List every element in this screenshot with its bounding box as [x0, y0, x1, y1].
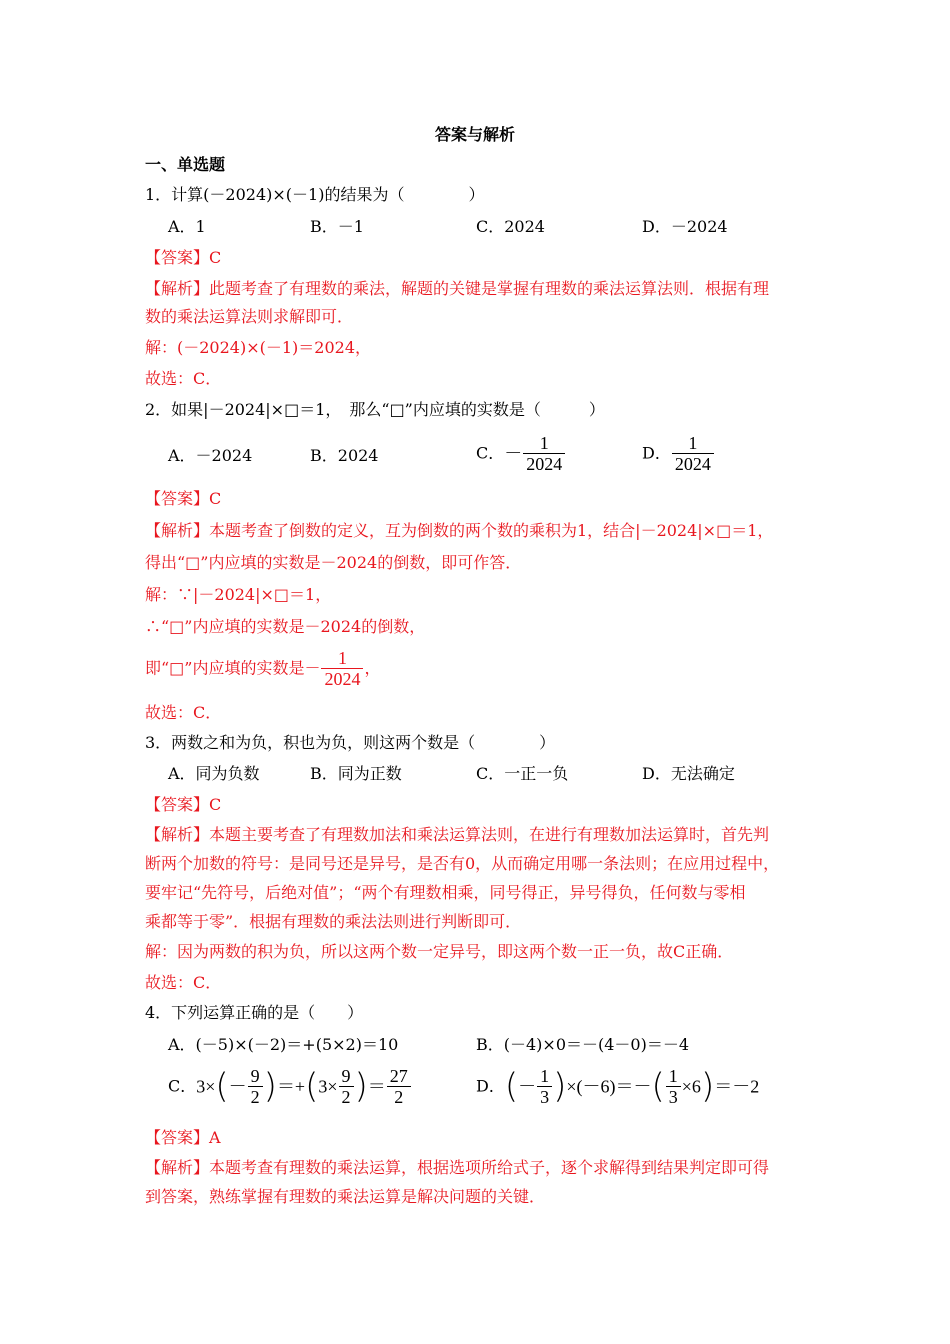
q3-choose: 故选：C．	[145, 973, 222, 992]
q4-c-mid: ＝+	[276, 1076, 306, 1097]
fraction-numerator: 1	[321, 648, 363, 669]
q1-analysis-line1: 【解析】此题考查了有理数的乘法，解题的关键是掌握有理数的乘法运算法则．根据有理	[145, 279, 770, 298]
q2-solution-line3-end: ，	[364, 658, 381, 678]
q1-choose: 故选：C．	[145, 369, 222, 388]
q4-option-a: A．(－5)×(－2)＝+(5×2)＝10	[168, 1035, 399, 1054]
paren-open: (	[305, 1066, 319, 1107]
q2-option-c-fraction	[523, 433, 565, 474]
q2-choose: 故选：C．	[145, 703, 222, 722]
fraction-denominator: 2024	[324, 669, 361, 689]
q4-c-eq: ＝	[367, 1076, 386, 1097]
q3-analysis-line4: 乘都等于零”．根据有理数的乘法法则进行判断即可．	[145, 912, 522, 931]
q2-solution-line3	[145, 648, 381, 689]
q3-analysis-line1: 【解析】本题主要考查了有理数加法和乘法运算法则，在进行有理数加法运算时，首先判	[145, 825, 770, 844]
q3-analysis-line3: 要牢记“先符号，后绝对值”；“两个有理数相乘，同号得正，异号得负，任何数与零相	[145, 883, 746, 902]
q4-option-d-label: D．	[476, 1076, 505, 1096]
q2-option-d-fraction	[672, 433, 714, 474]
q4-option-b: B．(－4)×0＝－(4－0)＝－4	[476, 1035, 690, 1054]
q3-answer: 【答案】C	[145, 795, 222, 814]
page-title: 答案与解析	[434, 125, 515, 144]
q4-d-mid: ×(－6)＝－	[566, 1076, 652, 1097]
q1-option-a: A．1	[168, 217, 206, 236]
fraction-numerator: 27	[387, 1066, 411, 1087]
fraction-denominator: 3	[540, 1087, 550, 1107]
q4-c-fraction1	[248, 1066, 263, 1107]
q2-option-c-sign: －	[504, 443, 523, 464]
q4-option-c-label: C．	[168, 1076, 197, 1096]
paren-open: (	[215, 1066, 229, 1107]
question-2-stem: 2．如果|－2024|×□＝1， 那么“□”内应填的实数是（ ）	[145, 400, 605, 419]
q3-solution: 解：因为两数的积为负，所以这两个数一定异号，即这两个数一正一负，故C正确．	[145, 942, 734, 961]
q4-option-c	[168, 1066, 412, 1107]
q2-option-c-label: C．	[476, 443, 505, 463]
q3-analysis-line2: 断两个加数的符号：是同号还是异号，是否有0，从而确定用哪一条法则；在应用过程中，	[145, 854, 780, 873]
q2-analysis-line2: 得出“□”内应填的实数是－2024的倒数，即可作答．	[145, 553, 522, 572]
q4-analysis-line2: 到答案，熟练掌握有理数的乘法运算是解决问题的关键．	[145, 1187, 546, 1206]
paren-close: )	[700, 1066, 715, 1107]
paren-open: (	[504, 1066, 519, 1107]
fraction-denominator: 2	[341, 1087, 351, 1107]
fraction-numerator: 1	[537, 1066, 552, 1087]
q2-solution-line1: 解：∵|－2024|×□＝1，	[145, 585, 332, 604]
paren-close: )	[263, 1066, 277, 1107]
fraction-numerator: 9	[248, 1066, 263, 1087]
q2-answer: 【答案】C	[145, 489, 222, 508]
paren-close: )	[553, 1066, 567, 1107]
fraction-numerator: 1	[666, 1066, 681, 1087]
q2-solution-fraction	[321, 648, 363, 689]
q4-d-result: ＝－2	[714, 1076, 760, 1097]
q3-option-d: D．无法确定	[642, 764, 735, 783]
q1-option-b: B．－1	[310, 217, 364, 236]
q1-option-c: C．2024	[476, 217, 545, 236]
fraction-numerator: 1	[672, 433, 714, 454]
question-4-stem: 4．下列运算正确的是（ ）	[145, 1003, 364, 1022]
q1-option-d: D．－2024	[642, 217, 728, 236]
fraction-numerator: 9	[339, 1066, 354, 1087]
fraction-denominator: 2024	[526, 454, 563, 474]
q4-c-part1: 3×	[196, 1076, 216, 1097]
paren-open: (	[651, 1066, 665, 1107]
q4-d-tail: ×6	[681, 1076, 701, 1097]
q2-option-b: B．2024	[310, 446, 379, 465]
question-1-stem: 1．计算(－2024)×(－1)的结果为（ ）	[145, 185, 485, 204]
q2-option-d	[642, 433, 715, 474]
q1-answer: 【答案】C	[145, 248, 222, 267]
q4-option-d	[476, 1066, 759, 1107]
q1-analysis-line2: 数的乘法运算法则求解即可．	[145, 307, 354, 326]
q4-d-fraction2	[666, 1066, 681, 1107]
q2-analysis-line1: 【解析】本题考查了倒数的定义，互为倒数的两个数的乘积为1，结合|－2024|×□＝1，	[145, 521, 774, 540]
section-heading: 一、单选题	[145, 155, 226, 174]
q3-option-c: C．一正一负	[476, 764, 569, 783]
paren-close: )	[354, 1066, 368, 1107]
q4-answer: 【答案】A	[145, 1128, 221, 1147]
q4-c-part2: 3×	[318, 1076, 338, 1097]
q4-c-fraction3	[387, 1066, 411, 1107]
q4-c-sign: －	[228, 1076, 247, 1097]
q4-d-fraction1	[537, 1066, 552, 1107]
fraction-denominator: 2024	[674, 454, 711, 474]
q3-option-b: B．同为正数	[310, 764, 402, 783]
q2-solution-line2: ∴“□”内应填的实数是－2024的倒数，	[145, 617, 426, 636]
q4-analysis-line1: 【解析】本题考查有理数的乘法运算，根据选项所给式子，逐个求解得到结果判定即可得	[145, 1158, 770, 1177]
q4-d-sign: －	[518, 1076, 537, 1097]
fraction-denominator: 2	[394, 1087, 404, 1107]
q2-solution-line3-text: 即“□”内应填的实数是－	[145, 658, 321, 678]
q4-c-fraction2	[339, 1066, 354, 1107]
fraction-denominator: 2	[250, 1087, 260, 1107]
q2-option-d-label: D．	[642, 443, 671, 463]
q1-solution: 解：(－2024)×(－1)＝2024，	[145, 338, 371, 357]
question-3-stem: 3．两数之和为负，积也为负，则这两个数是（ ）	[145, 733, 556, 752]
fraction-numerator: 1	[523, 433, 565, 454]
q2-option-c	[476, 433, 566, 474]
q3-option-a: A．同为负数	[168, 764, 260, 783]
q2-option-a: A．－2024	[168, 446, 253, 465]
fraction-denominator: 3	[668, 1087, 678, 1107]
